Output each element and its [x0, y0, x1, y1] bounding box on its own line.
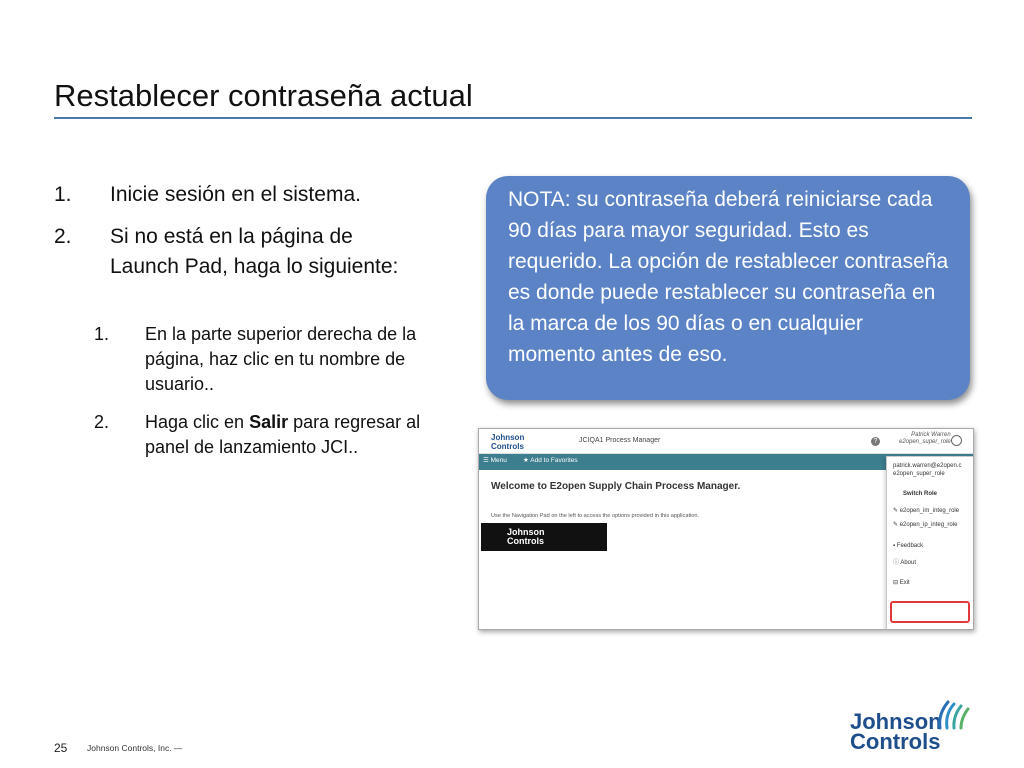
substep-text-post: para regresar al panel de lanzamiento JCI..	[145, 412, 421, 457]
add-favorites-label: Add to Favorites	[530, 457, 578, 464]
about-item: ⓘ About	[893, 560, 917, 566]
brand-line2: Controls	[850, 729, 941, 754]
role-option-im: ✎ e2open_im_integ_role	[893, 508, 960, 514]
substep-text-pre: Haga clic en	[145, 412, 250, 432]
user-name	[899, 432, 951, 446]
footer-company: Johnson Controls, Inc. —	[87, 743, 183, 753]
about-label: About	[900, 560, 917, 566]
app-title: JCIQA1 Process Manager	[579, 437, 661, 444]
app-logo	[491, 433, 524, 451]
brand-logo	[850, 709, 942, 754]
welcome-hint: Use the Navigation Pad on the left to access the options provided in this application.	[491, 513, 700, 519]
app-logo-line2: Controls	[491, 442, 524, 451]
title-divider	[54, 117, 972, 119]
substep-number: 2.	[94, 412, 110, 432]
help-icon: ?	[871, 437, 880, 446]
step-text: Inicie sesión en el sistema.	[110, 183, 361, 206]
feedback-item: ▪ Feedback	[893, 543, 924, 549]
embedded-screenshot	[478, 428, 974, 630]
dropdown-role: e2open_super_role	[893, 471, 945, 477]
feedback-label: Feedback	[896, 543, 924, 549]
substep-number: 1.	[94, 324, 110, 344]
page-number: 25	[54, 741, 68, 755]
brand-line1: Johnson	[850, 709, 942, 734]
logo-image-line2: Controls	[507, 536, 544, 546]
substep-text: En la parte superior derecha de la página, haz clic en tu nombre de usuario..	[145, 324, 417, 394]
logo-image-line1: Johnson	[507, 527, 545, 537]
role-option-ip: ✎ e2open_ip_integ_role	[893, 522, 958, 528]
substep-text-bold: Salir	[249, 412, 289, 432]
menu-label: Menu	[490, 457, 507, 464]
exit-item: ⊟ Exit	[893, 580, 910, 586]
substep-text	[145, 410, 445, 460]
johnson-controls-logo-image	[481, 523, 607, 551]
add-favorites-button: ★ Add to Favorites	[523, 457, 578, 464]
role-option-ip-label: e2open_ip_integ_role	[899, 522, 958, 528]
user-dropdown	[886, 456, 974, 630]
role-option-im-label: e2open_im_integ_role	[899, 508, 960, 514]
user-role-text: e2open_super_role	[899, 439, 951, 445]
note-callout: NOTA: su contraseña deberá reiniciarse cada 90 días para mayor seguridad. Esto es requerido. La opción de restablecer contraseña es donde puede restablecer su contraseña en la marca de los 90 días o en cualquier momento antes de eso.	[486, 176, 970, 400]
exit-label: Exit	[899, 580, 910, 586]
brand-mark-icon	[934, 698, 974, 732]
user-avatar-icon	[951, 435, 962, 446]
menu-button: ☰ Menu	[483, 457, 507, 464]
app-logo-line1: Johnson	[491, 433, 525, 442]
switch-role-label: Switch Role	[903, 491, 938, 497]
dropdown-email: patrick.warren@e2open.c	[893, 463, 962, 469]
exit-highlight-box	[890, 601, 970, 623]
user-name-text: Patrick Warren	[911, 432, 951, 438]
step-text: Si no está en la página de Launch Pad, haga lo siguiente:	[110, 225, 399, 278]
step-number: 2.	[54, 225, 72, 248]
welcome-heading: Welcome to E2open Supply Chain Process Manager.	[491, 481, 741, 492]
step-number: 1.	[54, 183, 72, 206]
slide-title: Restablecer contraseña actual	[54, 78, 473, 113]
